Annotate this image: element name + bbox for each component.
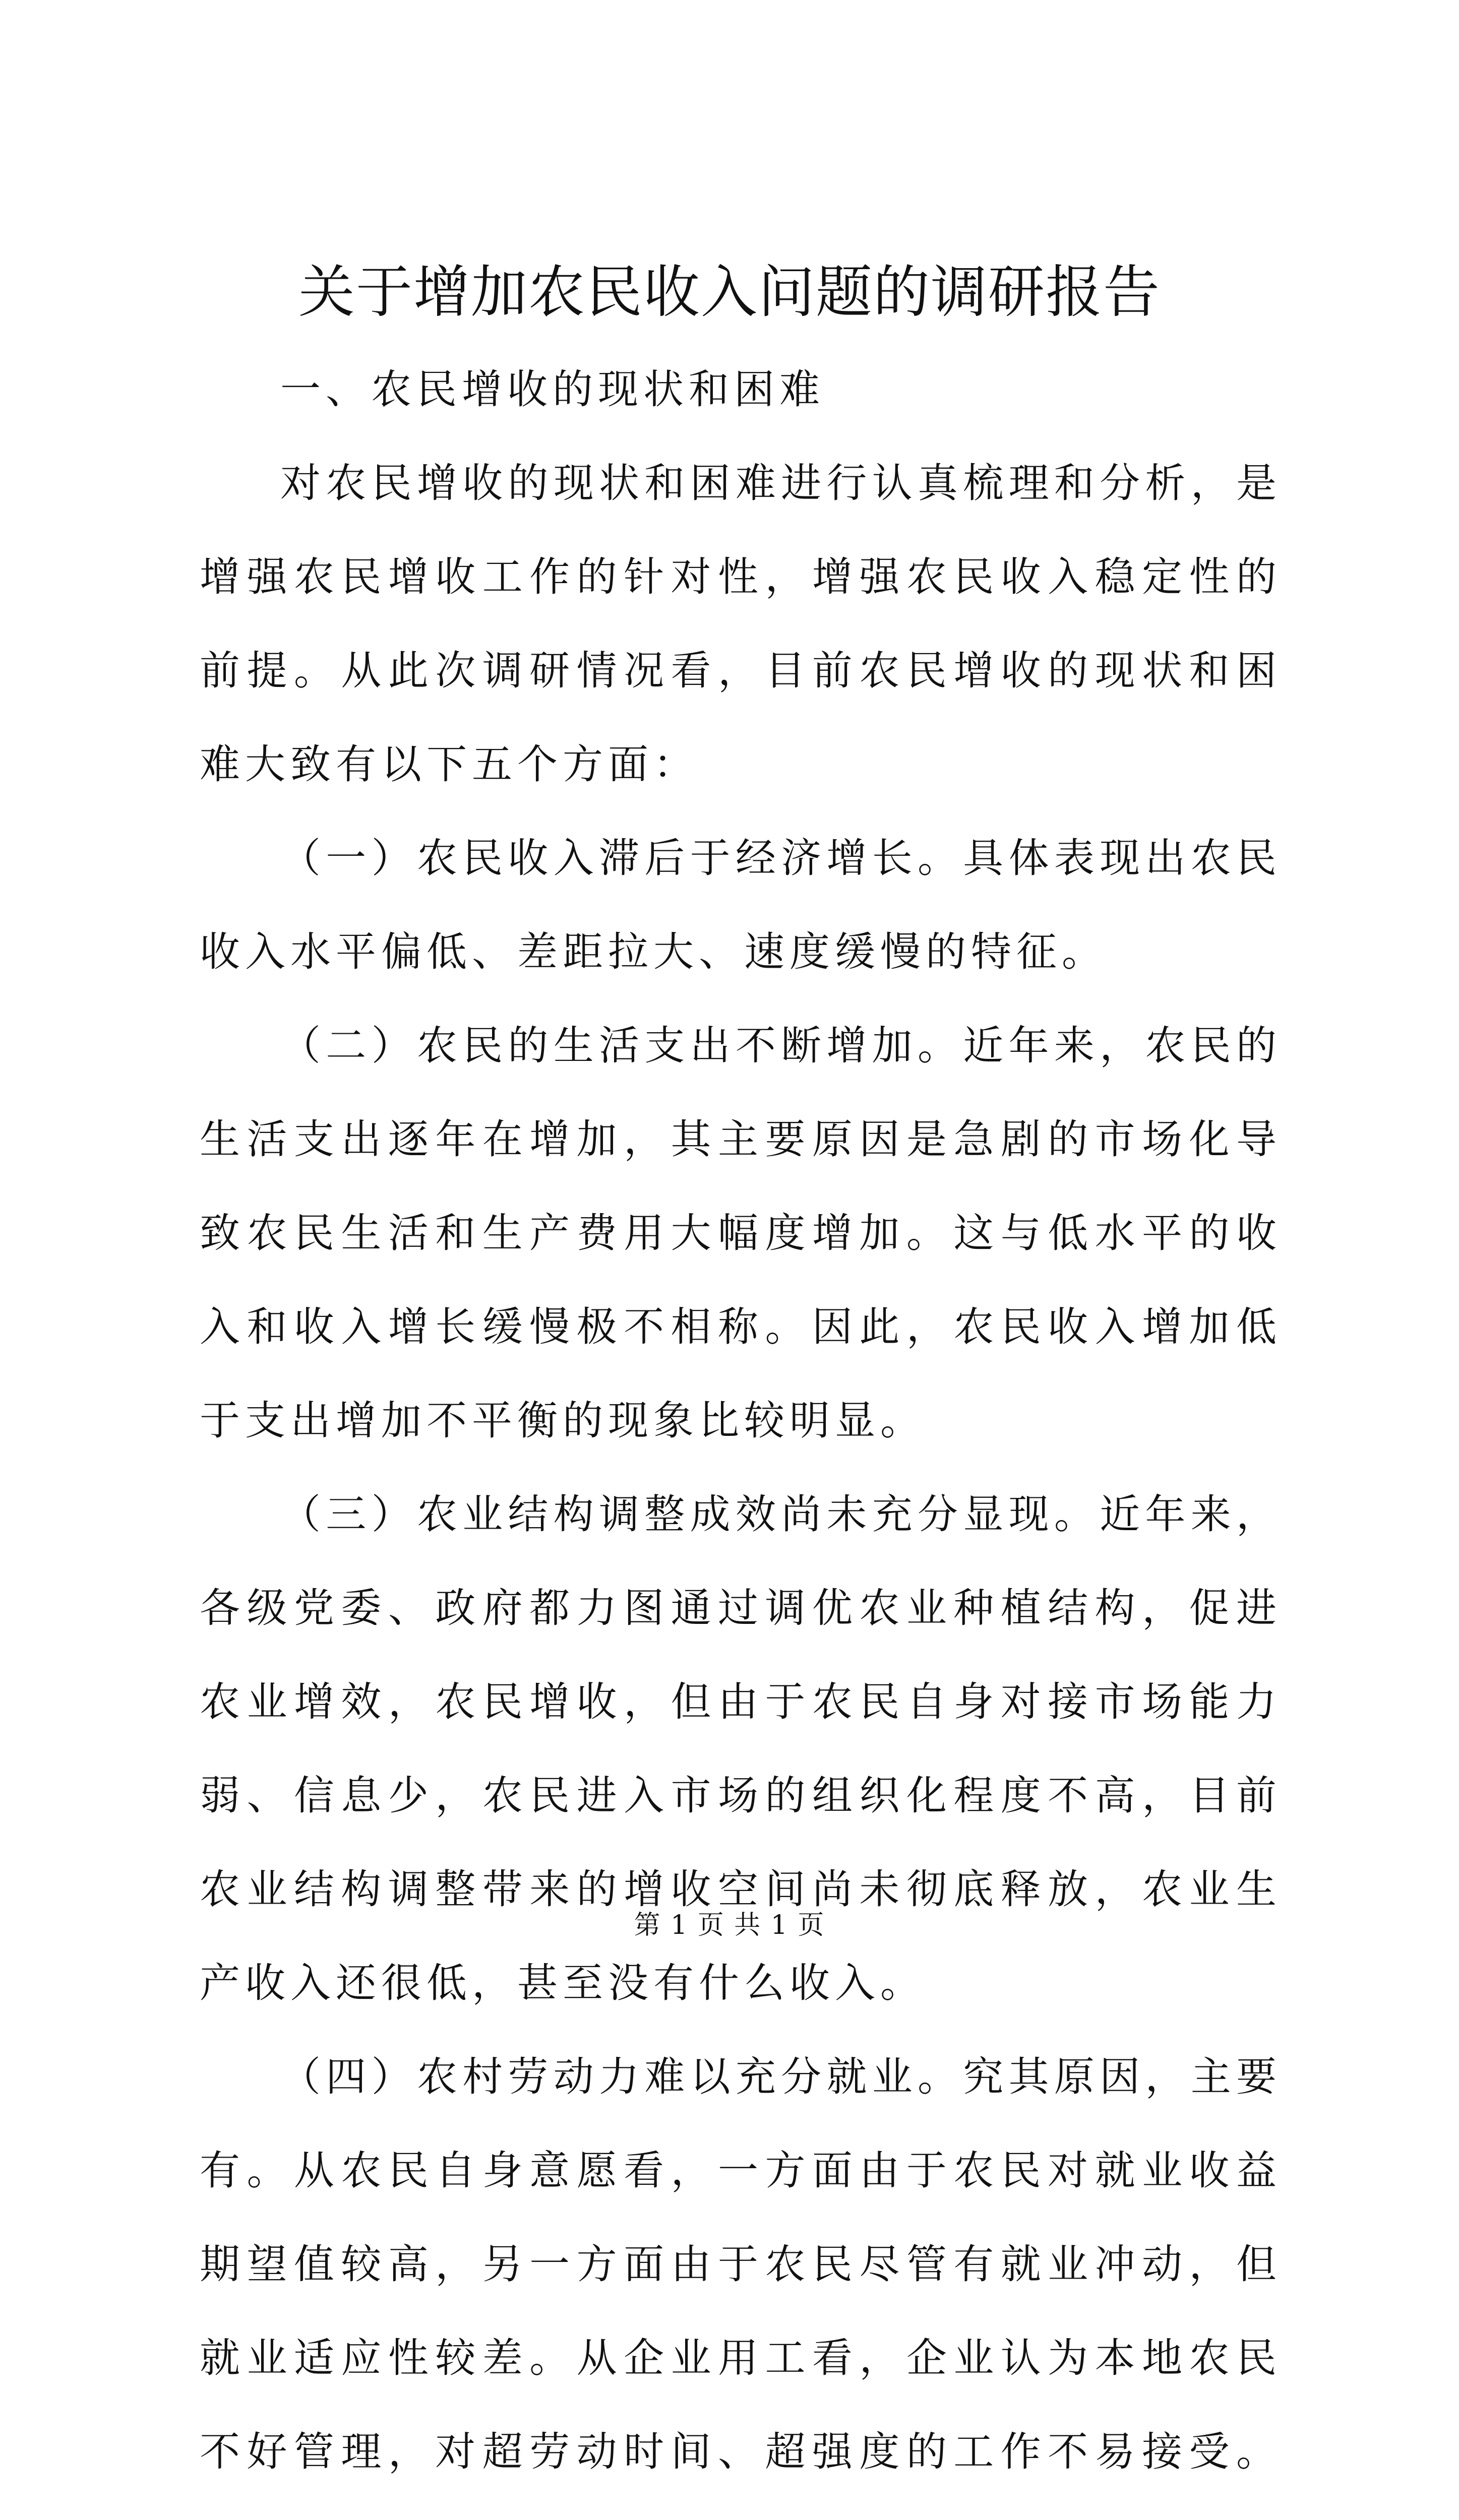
paragraph-point-4: （四）农村劳动力难以充分就业。究其原因，主要有。从农民自身意愿看，一方面由于农民对就业收益期望值较高，另一方面由于农民尽管有就业冲动，但就业适应性较差。从企业用工看，企业认为本地农民不好管理，对超劳动时间、超强度的工作不易接受。	[200, 2053, 1282, 2475]
document-body	[200, 343, 1282, 2520]
document-title: 关于增加农民收入问题的调研报告	[298, 260, 1161, 325]
paragraph-point-3: （三）农业结构调整成效尚未充分显现。近年来，各级党委、政府都力图通过调优农业种植结构，促进农业增效，农民增收，但由于农民自身对接市场能力弱、信息少，农民进入市场的组织化程度不高，目前农业结构调整带来的增收空间尚未彻底释放，农业生产收入还很低，甚至没有什么收入。	[200, 1491, 1282, 2006]
paragraph-point-1: （一）农民收入滞后于经济增长。具体表现出农民收入水平偏低、差距拉大、速度缓慢的特征。	[200, 835, 1282, 975]
section-heading: 一、农民增收的现状和困难	[280, 366, 825, 413]
page-footer: 第 1 页 共 1 页	[634, 1910, 825, 1940]
paragraph-point-2: （二）农民的生活支出不断增加。近年来，农民的生活支出逐年在增加，其主要原因是急剧的市场化导致农民生活和生产费用大幅度增加。这与低水平的收入和收入增长缓慢极不相称。因此，农民收入增加低于支出增加不平衡的现象比较明显。	[200, 1022, 1282, 1444]
paragraph-intro: 对农民增收的现状和困难进行认真梳理和分析，是增强农民增收工作的针对性，增强农民收入稳定性的前提。从此次调研情况看，目前农民增收的现状和困难大致有以下五个方面：	[200, 460, 1282, 788]
